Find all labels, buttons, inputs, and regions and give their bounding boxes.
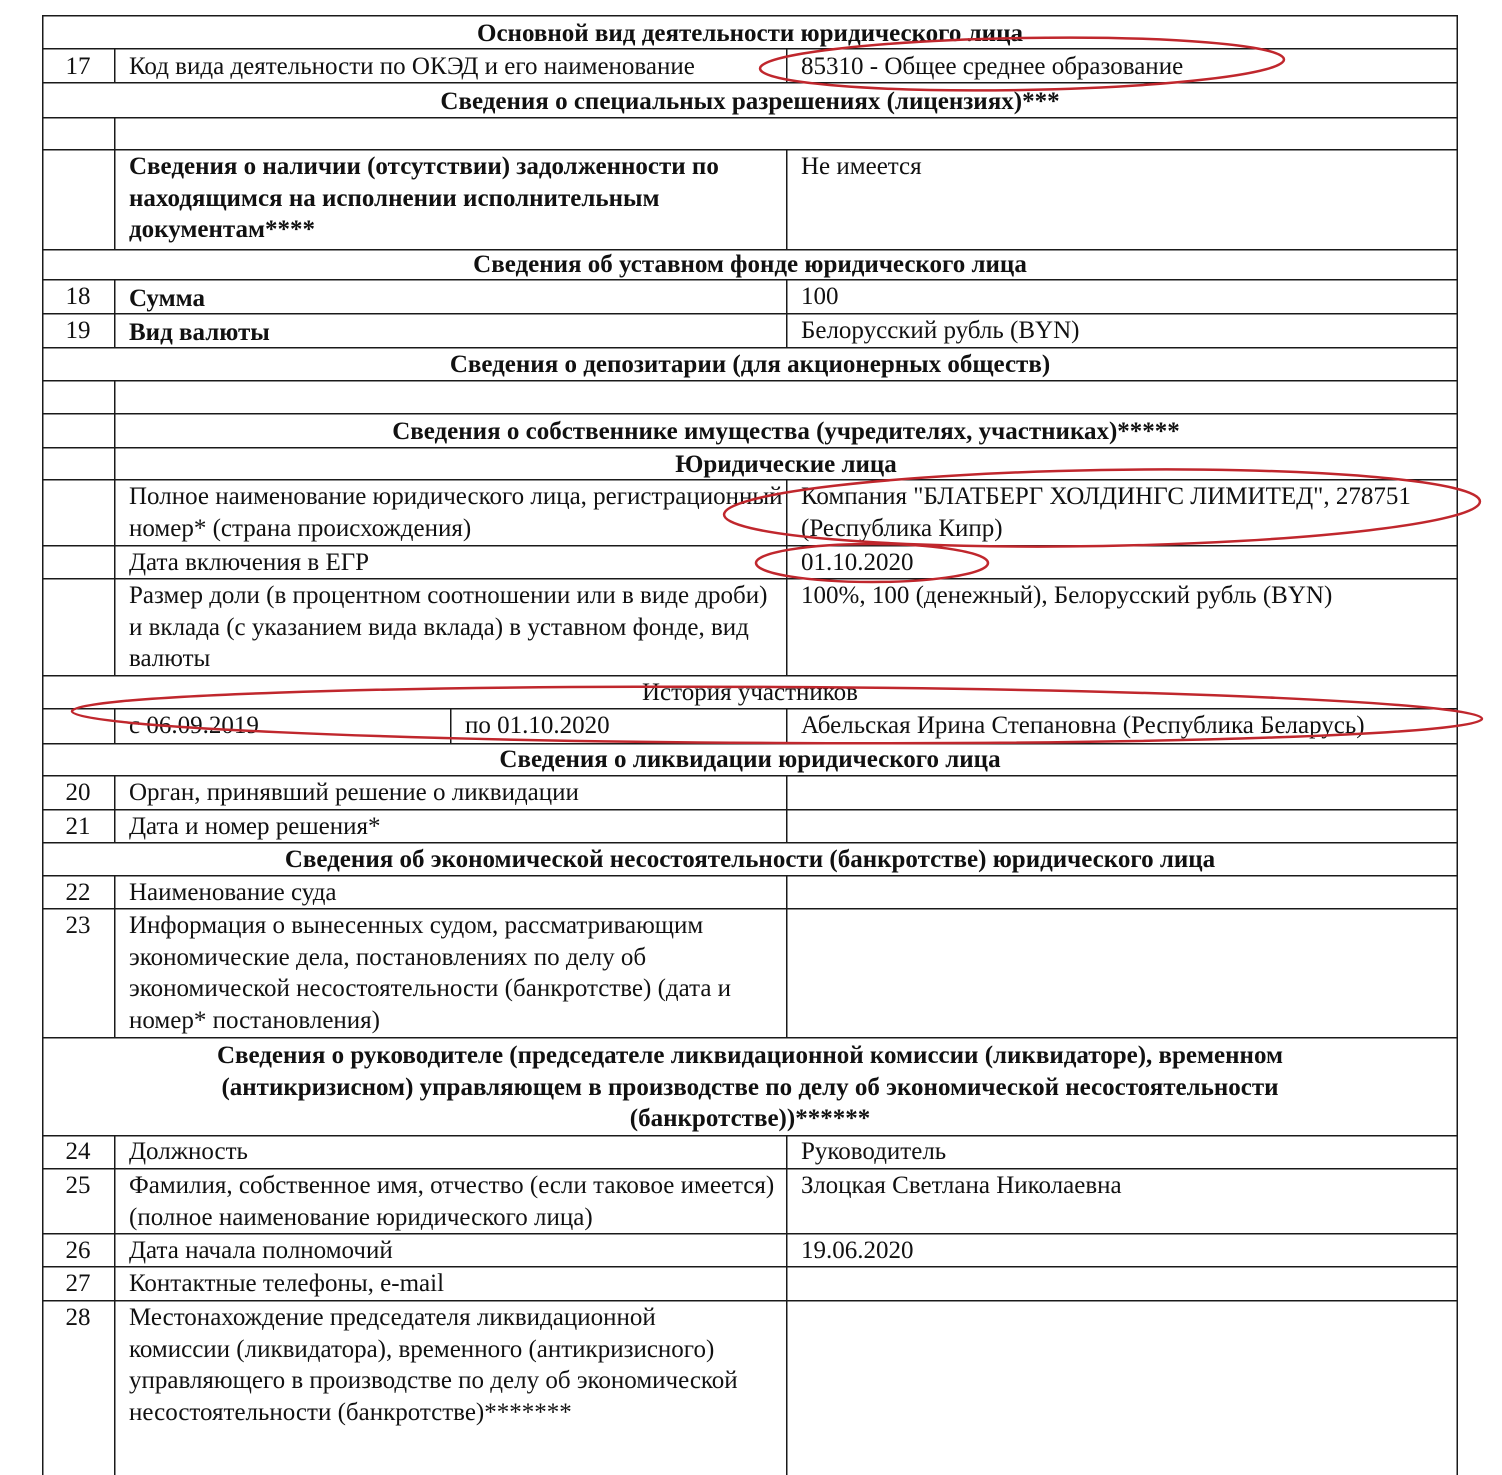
row-23-number: 23 (65, 912, 91, 939)
row-25-value: Злоцкая Светлана Николаевна (801, 1172, 1122, 1199)
row-24-value: Руководитель (801, 1138, 947, 1165)
section-fund: Сведения об уставном фонде юридического лица (473, 251, 1027, 278)
history-to: по 01.10.2020 (465, 712, 610, 739)
row-24-label: Должность (129, 1138, 248, 1165)
extract-document (42, 15, 1458, 1475)
row-17-number: 17 (65, 53, 91, 80)
share-label: Размер доли (в процентном соотношении или в виде дроби) и вклада (с указанием вида вклада) в уставном фонде, вид валюты (129, 582, 768, 672)
section-activity: Основной вид деятельности юридического лица (477, 20, 1023, 47)
history-from: с 06.09.2019 (129, 712, 259, 739)
egr-date-value: 01.10.2020 (801, 549, 914, 576)
row-26-value: 19.06.2020 (801, 1237, 914, 1264)
entity-name-value: Компания "БЛАТБЕРГ ХОЛДИНГС ЛИМИТЕД", 278751 (Республика Кипр) (801, 483, 1411, 542)
history-value: Абельская Ирина Степановна (Республика Беларусь) (801, 712, 1365, 739)
row-17-label: Код вида деятельности по ОКЭД и его наименование (129, 53, 695, 80)
row-26-number: 26 (65, 1237, 91, 1264)
section-owners: Сведения о собственнике имущества (учредителях, участниках)***** (392, 418, 1180, 445)
section-history: История участников (641, 679, 858, 706)
row-19-number: 19 (65, 317, 91, 344)
row-18-number: 18 (65, 283, 91, 310)
section-legal-entities: Юридические лица (675, 451, 897, 478)
row-19-label: Вид валюты (129, 319, 270, 346)
share-value: 100%, 100 (денежный), Белорусский рубль (BYN) (801, 582, 1333, 609)
row-19-value: Белорусский рубль (BYN) (801, 317, 1080, 344)
row-28-label: Местонахождение председателя ликвидационной комиссии (ликвидатора), временного (антикризисного) управляющего в производстве по делу об экономической несостоятельности (банкротстве)******* (129, 1304, 738, 1426)
row-21-number: 21 (65, 813, 91, 840)
row-25-label: Фамилия, собственное имя, отчество (если таковое имеется) (полное наименование юридического лица) (129, 1172, 775, 1231)
row-28-number: 28 (65, 1304, 91, 1331)
row-20-label: Орган, принявший решение о ликвидации (129, 779, 579, 806)
section-liquidation: Сведения о ликвидации юридического лица (499, 746, 1001, 773)
egr-date-label: Дата включения в ЕГР (129, 549, 370, 576)
row-23-label: Информация о вынесенных судом, рассматривающим экономические дела, постановлениях по делу об экономической несостоятельности (банкротстве) (дата и номер* постановления) (129, 912, 732, 1034)
row-25-number: 25 (65, 1172, 91, 1199)
row-24-number: 24 (65, 1138, 91, 1165)
debt-label: Сведения о наличии (отсутствии) задолженности по находящимся на исполнении исполнительным документам**** (129, 153, 719, 243)
row-27-number: 27 (65, 1270, 91, 1297)
row-22-label: Наименование суда (129, 879, 337, 906)
row-27-label: Контактные телефоны, e-mail (129, 1270, 445, 1297)
section-bankruptcy: Сведения об экономической несостоятельности (банкротстве) юридического лица (284, 846, 1216, 873)
debt-value: Не имеется (801, 153, 922, 180)
row-26-label: Дата начала полномочий (129, 1237, 393, 1264)
row-21-label: Дата и номер решения* (129, 813, 381, 840)
section-head: Сведения о руководителе (председателе ликвидационной комиссии (ликвидаторе), временном (антикризисном) управляющем в производстве по делу об экономической несостоятельности (банкротстве))****** (216, 1042, 1284, 1132)
row-22-number: 22 (65, 879, 91, 906)
section-licenses: Сведения о специальных разрешениях (лицензиях)*** (440, 88, 1060, 115)
row-17-value: 85310 - Общее среднее образование (801, 53, 1184, 80)
section-depositary: Сведения о депозитарии (для акционерных обществ) (449, 351, 1051, 378)
row-18-label: Сумма (129, 285, 205, 312)
row-18-value: 100 (801, 283, 839, 310)
row-20-number: 20 (65, 779, 91, 806)
entity-name-label: Полное наименование юридического лица, регистрационный номер* (страна происхождения) (129, 483, 783, 542)
